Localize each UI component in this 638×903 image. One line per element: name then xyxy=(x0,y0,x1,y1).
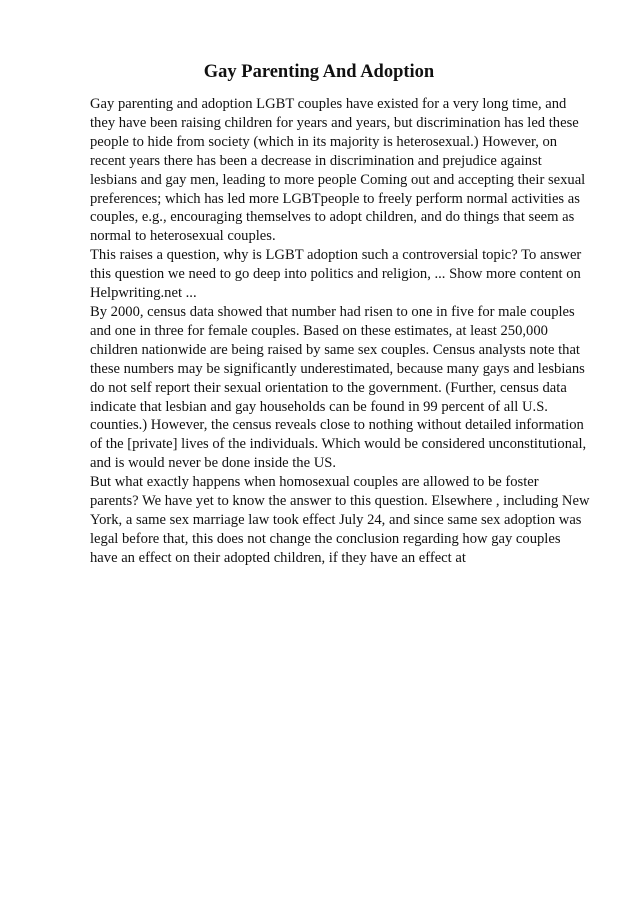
paragraph-foster: But what exactly happens when homosexual couples are allowed to be foster parents? We have yet to know the answer to this question. Elsewhere , including New York, a same sex marriage law took effect July 24, and since same sex adoption was legal before that, this does not change the conclusion regarding how gay couples have an effect on their adopted children, if they have an effect at xyxy=(90,474,590,566)
paragraph-question: This raises a question, why is LGBT adoption such a controversial topic? To answer this question we need to go deep into politics and religion, ... Show more content on Helpwriting.net ... xyxy=(90,247,582,302)
paragraph-census: By 2000, census data showed that number had risen to one in five for male couples and one in three for female couples. Based on these estimates, at least 250,000 children nationwide are being raised by same sex couples. Census analysts note that these numbers may be significantly underestimated, because many gays and lesbians do not self report their sexual orientation to the government. (Further, census data indicate that lesbian and gay households can be found in 99 percent of all U.S. counties.) However, the census reveals close to nothing without detailed information of the [private] lives of the individuals. Which would be considered unconstitutional, and is would never be done inside the US. xyxy=(90,303,587,472)
document-body xyxy=(90,95,590,568)
paragraph-intro: Gay parenting and adoption LGBT couples have existed for a very long time, and they have been raising children for years and years, but discrimination has led these people to hide from society (which in its majority is heterosexual.) However, on recent years there has been a decrease in discrimination and prejudice against lesbians and gay men, leading to more people Coming out and accepting their sexual preferences; which has led more LGBTpeople to freely perform normal activities as couples, e.g., encouraging themselves to adopt children, and do things that seem as normal to heterosexual couples. xyxy=(90,96,586,245)
document-title: Gay Parenting And Adoption xyxy=(203,62,435,82)
